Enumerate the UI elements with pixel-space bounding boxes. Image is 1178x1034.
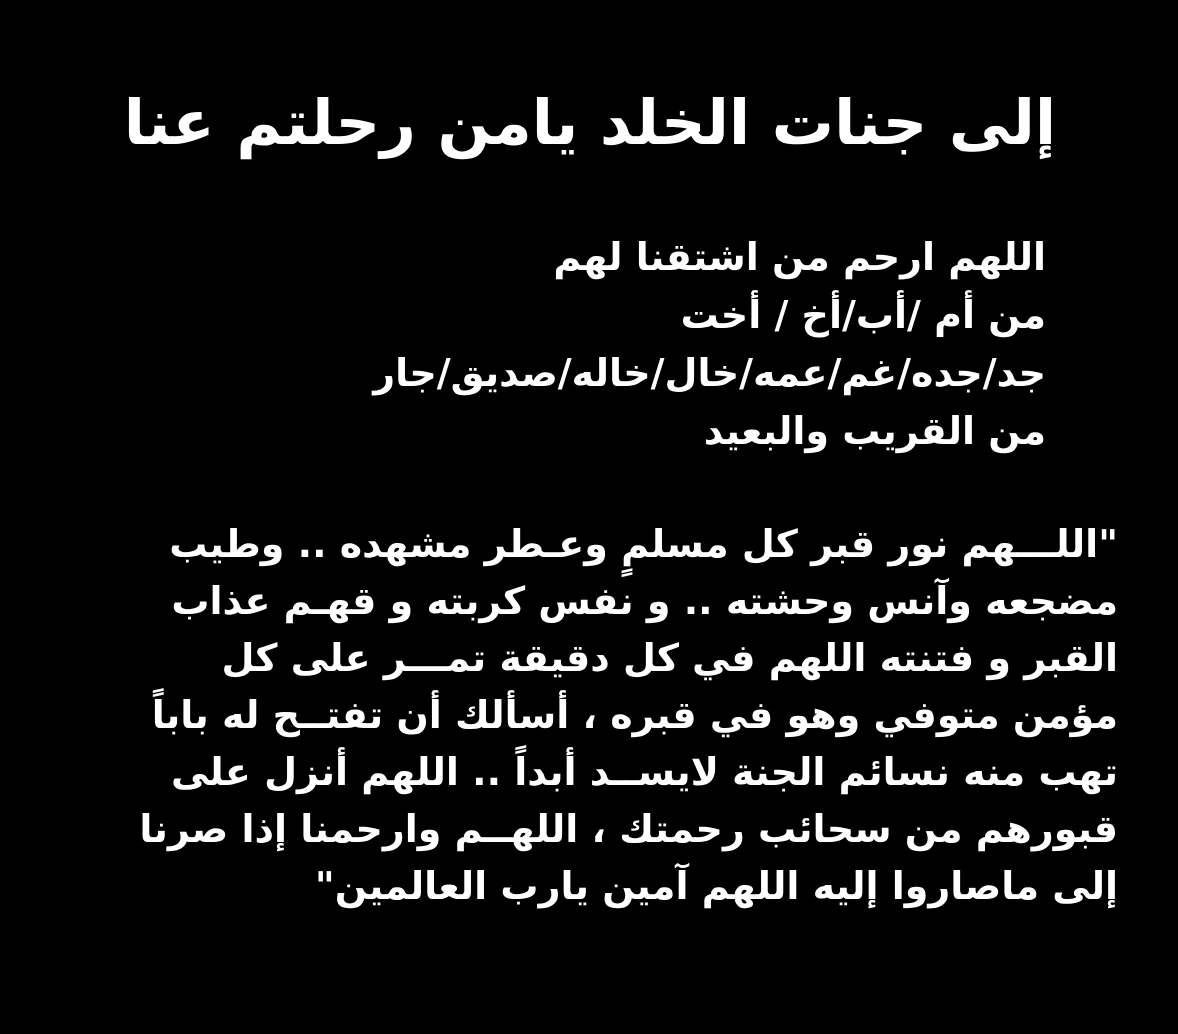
page-title: إلى جنات الخلد يامن رحلتم عنا xyxy=(123,86,1057,159)
intro-line: من القريب والبعيد xyxy=(703,409,1046,453)
prayer-line: قبورهم من سحائب رحمتك ، اللهــم وارحمنا إذا صرنا xyxy=(139,807,1118,851)
prayer-line: تهب منه نسائم الجنة لايســد أبداً .. اللهم أنزل على xyxy=(170,750,1118,794)
prayer-line: إلى ماصاروا إليه اللهم آمين يارب العالمين" xyxy=(314,864,1118,908)
prayer-paragraph xyxy=(108,516,1118,915)
prayer-line: القبر و فتنته اللهم في كل دقيقة تمـــر على كل xyxy=(221,636,1118,680)
intro-line: جد/جده/غم/عمه/خال/خاله/صديق/جار xyxy=(373,351,1046,395)
intro-block xyxy=(226,228,1046,460)
prayer-line: مؤمن متوفي وهو في قبره ، أسألك أن تفتــح له باباً xyxy=(151,693,1118,737)
prayer-line: مضجعه وآنس وحشته .. و نفس كربته و قهـم عذاب xyxy=(171,579,1118,623)
intro-line: من أم /أب/أخ / أخت xyxy=(680,293,1046,337)
intro-line: اللهم ارحم من اشتقنا لهم xyxy=(553,235,1046,279)
prayer-line: "اللـــهم نور قبر كل مسلمٍ وعـطر مشهده .. وطيب xyxy=(169,522,1118,566)
